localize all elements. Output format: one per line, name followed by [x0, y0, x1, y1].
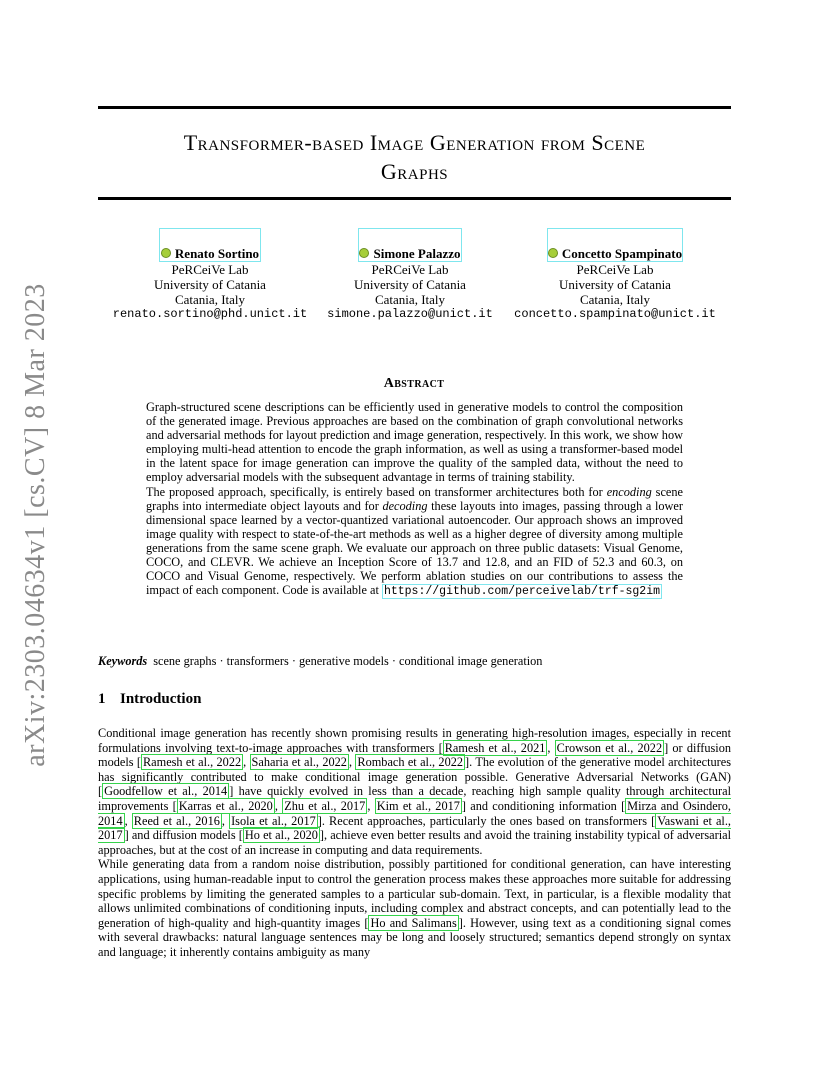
abstract-emphasis: encoding	[606, 484, 652, 499]
citation-link[interactable]: Isola et al., 2017	[231, 813, 316, 828]
author-1-affiliation: PeRCeiVe Lab	[171, 262, 249, 277]
author-2-location: Catania, Italy	[374, 292, 446, 307]
title-rule-bottom	[98, 197, 731, 200]
body-text-run: ,	[124, 813, 132, 828]
body-text-run: ,	[367, 798, 375, 813]
body-text-run: ]. Recent approaches, particularly the ones based on transformers [	[317, 813, 656, 828]
author-1-university: University of Catania	[154, 277, 266, 292]
keywords-label: Keywords	[98, 654, 148, 668]
abstract-body	[146, 400, 683, 599]
body-text-run: ,	[243, 755, 250, 770]
keywords-line	[98, 654, 731, 669]
keywords-text: scene graphs · transformers · generative models · conditional image generation	[153, 654, 543, 668]
section-number: 1	[98, 691, 106, 707]
title-rule-top	[98, 106, 731, 109]
citation-link[interactable]: Ramesh et al., 2021	[444, 740, 546, 755]
body-text-run: ,	[547, 740, 555, 755]
arxiv-identifier	[14, 283, 58, 767]
section-title: Introduction	[120, 691, 202, 707]
section-heading	[98, 691, 201, 708]
author-3-affiliation: PeRCeiVe Lab	[576, 262, 654, 277]
orcid-icon[interactable]	[161, 248, 171, 258]
body-text-run: While generating data from a random noise distribution, possibly partitioned for conditional generation, can have interesting applications, using human-readable input to control the generation process makes these approaches more suitable for addressing specific problems by limiting the generated samples to a particular sub-domain. Text, in particular, is a flexible modality that allows unlimited combinations of conditioning inputs, including complex and abstract concepts, and can potentially lead to the generation of high-quality and high-quantity images [	[98, 857, 731, 930]
citation-link[interactable]: Goodfellow et al., 2014	[104, 784, 228, 799]
arxiv-stamp-text: arXiv:2303.04634v1 [cs.CV] 8 Mar 2023	[20, 283, 51, 767]
citation-link[interactable]: Ramesh et al., 2022	[142, 755, 242, 770]
citation-link[interactable]: Reed et al., 2016	[133, 813, 220, 828]
citation-link[interactable]: Ho et al., 2020	[244, 828, 318, 843]
abstract-text: The proposed approach, specifically, is entirely based on transformer architectures both for	[146, 484, 607, 499]
author-1-location: Catania, Italy	[174, 292, 246, 307]
citation-link[interactable]: Crowson et al., 2022	[556, 740, 663, 755]
citation-link[interactable]: Mirza and Osindero, 2014	[98, 798, 731, 828]
author-3-email: concetto.spampinato@unict.it	[514, 307, 716, 321]
citation-link[interactable]: Saharia et al., 2022	[251, 755, 347, 770]
author-1-name: Renato Sortino	[174, 246, 260, 261]
body-text-run: ] or diffusion models [	[98, 740, 731, 770]
abstract-heading: Abstract	[383, 376, 445, 391]
author-3-name-link[interactable]	[547, 228, 683, 262]
abstract-paragraph-2	[146, 485, 683, 600]
title-line-2: Graphs	[380, 159, 449, 184]
citation-link[interactable]: Zhu et al., 2017	[284, 798, 366, 813]
body-text-run: ,	[274, 798, 283, 813]
citation-link[interactable]: Ho and Salimans	[370, 915, 457, 930]
author-2-name: Simone Palazzo	[373, 246, 461, 261]
orcid-icon[interactable]	[359, 248, 369, 258]
author-1	[110, 228, 310, 322]
author-3-name: Concetto Spampinato	[561, 246, 683, 261]
citation-link[interactable]: Kim et al., 2017	[376, 798, 460, 813]
author-2-email: simone.palazzo@unict.it	[327, 307, 493, 321]
body-text-run: ]. The evolution of the generative model architectures has significantly contributed to make conditional image generation possible. Generative Adversarial Networks (GAN) [	[98, 755, 731, 799]
citation-link[interactable]: Vaswani et al., 2017	[98, 813, 731, 843]
body-text-run: ]. However, using text as a conditioning signal comes with several drawbacks: natural language sentences may be long and loosely structured; semantics depend strongly on syntax and language; it inherently contains ambiguity as many	[98, 915, 731, 959]
intro-paragraph-2	[98, 857, 731, 959]
author-2-university: University of Catania	[354, 277, 466, 292]
abstract-text: these layouts into images, passing through a lower dimensional space learned by a vector-quantized variational autoencoder. Our approach shows an improved image quality with respect to state-of-the-art methods as well as a higher degree of diversity among multiple generations from the same scene graph. We evaluate our approach on three public datasets: Visual Genome, COCO, and CLEVR. We achieve an Inception Score of 13.7 and 12.8, and an FID of 52.3 and 60.3, on COCO and Visual Genome, respectively. We perform ablation studies on our contributions to assess the impact of each component. Code is available at	[146, 498, 683, 598]
author-1-email: renato.sortino@phd.unict.it	[112, 307, 308, 321]
body-text-run: ,	[221, 813, 230, 828]
author-3-location: Catania, Italy	[579, 292, 651, 307]
author-1-name-link[interactable]	[159, 228, 261, 262]
abstract-text: scene graphs into intermediate object layouts and for	[146, 484, 683, 513]
body-text-run: ] and conditioning information [	[461, 798, 626, 813]
author-2	[320, 228, 500, 322]
body-text-run: ], achieve even better results and avoid the training instability typical of adversarial approaches, but at the cost of an increase in computing and data requirements.	[98, 828, 731, 857]
code-url-link[interactable]: https://github.com/perceivelab/trf-sg2im	[383, 585, 660, 599]
author-3-university: University of Catania	[559, 277, 671, 292]
paper-title	[98, 128, 731, 186]
intro-paragraph-1	[98, 726, 731, 857]
body-text-run: ] and diffusion models [	[124, 828, 243, 843]
introduction-body	[98, 726, 731, 960]
author-2-affiliation: PeRCeiVe Lab	[371, 262, 449, 277]
title-line-1: Transformer-based Image Generation from Scene	[183, 130, 646, 155]
citation-link[interactable]: Rombach et al., 2022	[357, 755, 464, 770]
author-3	[510, 228, 720, 322]
author-2-name-link[interactable]	[358, 228, 461, 262]
body-text-run: Conditional image generation has recently shown promising results in generating high-resolution images, especially in recent formulations involving text-to-image approaches with transformers [	[98, 726, 731, 755]
abstract-emphasis: decoding	[382, 498, 428, 513]
abstract-paragraph-1: Graph-structured scene descriptions can be efficiently used in generative models to control the composition of the generated image. Previous approaches are based on the combination of graph convolutional networks and adversarial methods for layout prediction and image generation, respectively. In this work, we show how employing multi-head attention to encode the graph information, as well as using a transformer-based model in the latent space for image generation can improve the quality of the sampled data, without the need to employ adversarial models with the subsequent advantage in terms of training stability.	[146, 400, 683, 485]
citation-link[interactable]: Karras et al., 2020	[178, 798, 273, 813]
orcid-icon[interactable]	[548, 248, 558, 258]
body-text-run: ,	[348, 755, 356, 770]
body-text-run: ] have quickly evolved in less than a decade, reaching high sample quality through architectural improvements [	[98, 784, 731, 813]
